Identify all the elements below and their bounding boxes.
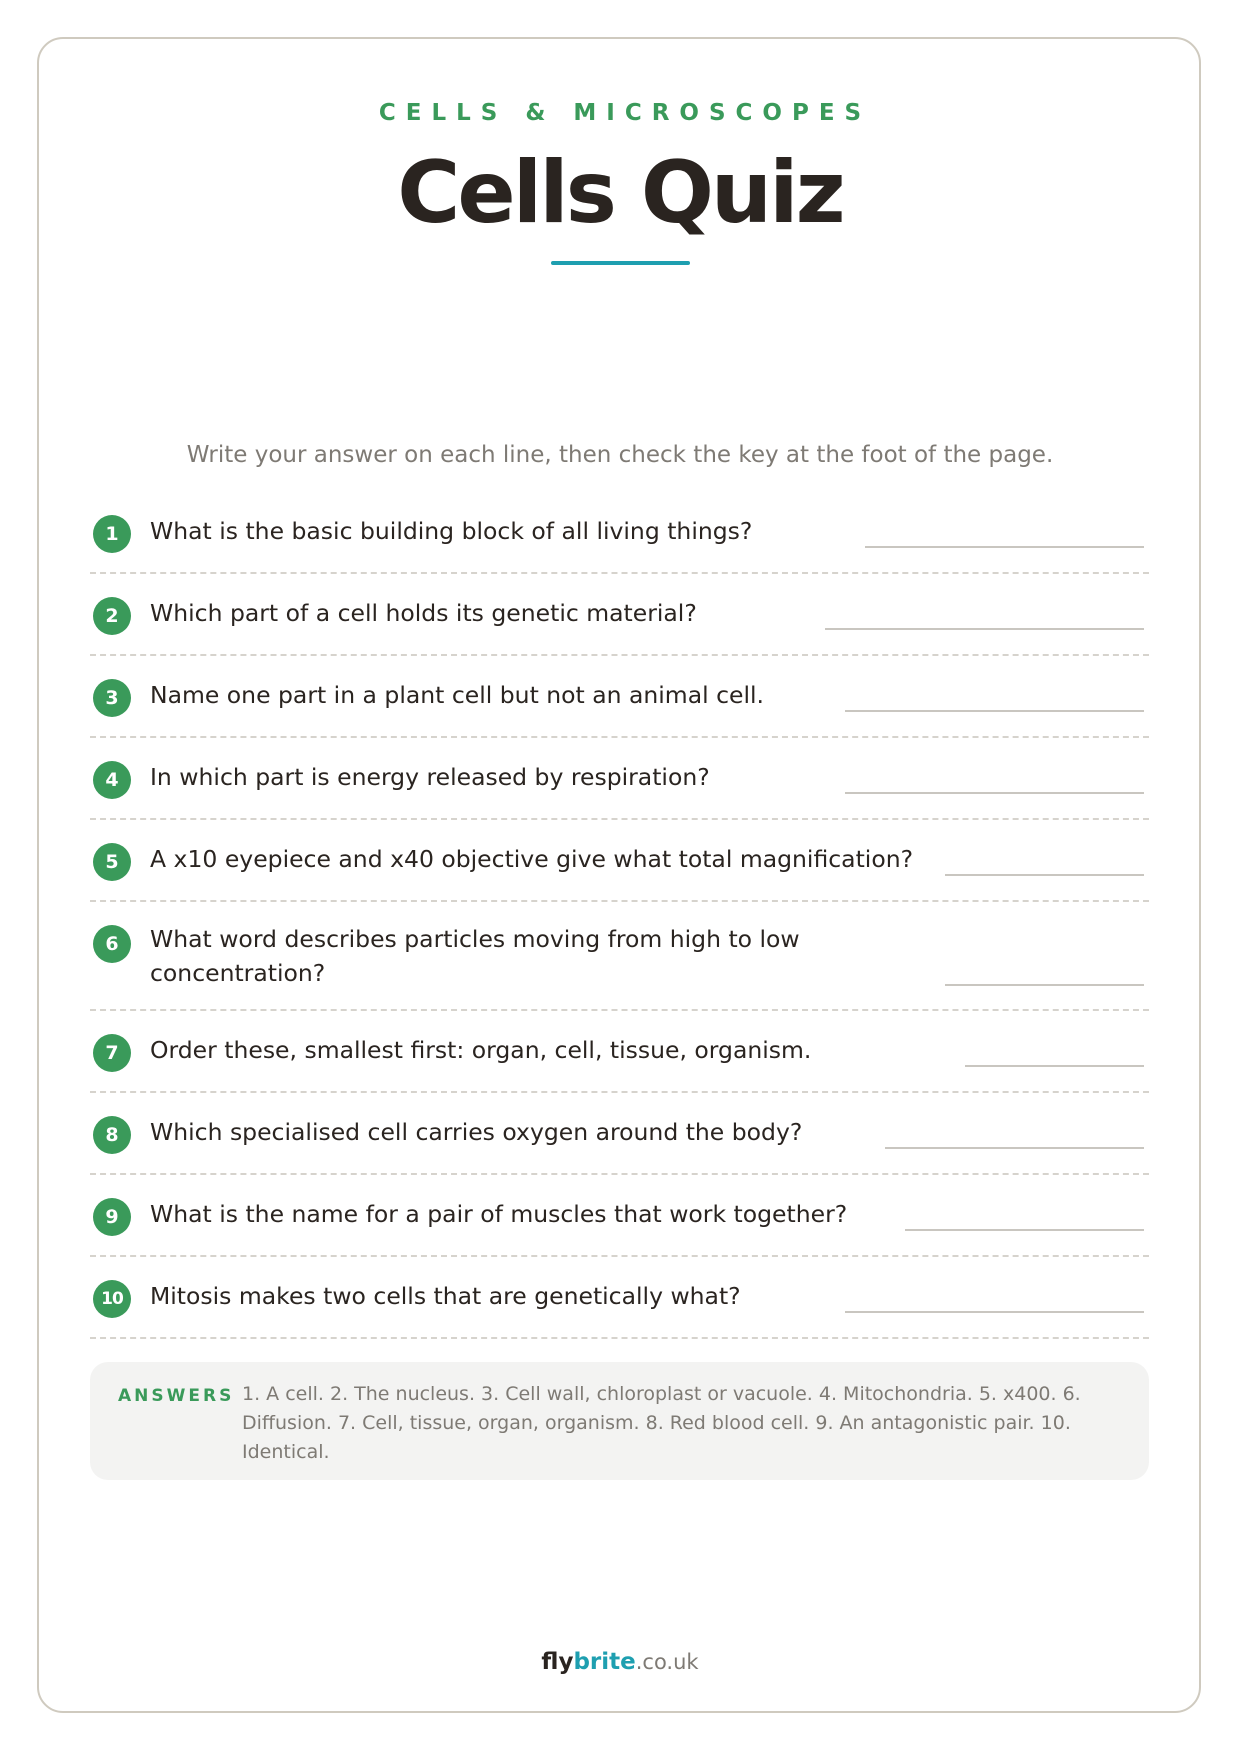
brand-name-brite: brite xyxy=(573,1649,636,1675)
answer-key-label: ANSWERS xyxy=(118,1386,235,1406)
question-number-badge: 4 xyxy=(93,761,131,799)
question-row-4 xyxy=(90,738,1149,820)
question-text: Order these, smallest first: organ, cell, tissue, organism. xyxy=(150,1036,812,1064)
brand-domain: .co.uk xyxy=(635,1650,699,1674)
question-text: Mitosis makes two cells that are genetically what? xyxy=(150,1282,741,1310)
question-row-2 xyxy=(90,574,1149,656)
instructions: Write your answer on each line, then check the key at the foot of the page. xyxy=(186,442,1054,468)
question-number-badge: 10 xyxy=(93,1280,131,1318)
answer-line[interactable] xyxy=(965,1065,1144,1067)
answer-line[interactable] xyxy=(845,710,1144,712)
question-number-badge: 8 xyxy=(93,1116,131,1154)
question-row-5 xyxy=(90,820,1149,902)
answer-line[interactable] xyxy=(865,546,1144,548)
title-underline xyxy=(551,261,690,265)
question-row-8 xyxy=(90,1093,1149,1175)
question-text: In which part is energy released by respiration? xyxy=(150,763,710,791)
question-row-1 xyxy=(90,492,1149,574)
question-text: Which specialised cell carries oxygen around the body? xyxy=(150,1118,803,1146)
question-row-7 xyxy=(90,1011,1149,1093)
topic-kicker: CELLS & MICROSCOPES xyxy=(378,100,872,126)
answer-line[interactable] xyxy=(945,874,1144,876)
question-number-badge: 7 xyxy=(93,1034,131,1072)
question-number-badge: 3 xyxy=(93,679,131,717)
answer-line[interactable] xyxy=(825,628,1144,630)
question-number-badge: 2 xyxy=(93,597,131,635)
answer-line[interactable] xyxy=(945,984,1144,986)
question-text: A x10 eyepiece and x40 objective give what total magnification? xyxy=(150,845,914,873)
question-row-10 xyxy=(90,1257,1149,1339)
answer-line[interactable] xyxy=(905,1229,1144,1231)
answer-key-box xyxy=(90,1362,1149,1480)
question-text: What is the basic building block of all living things? xyxy=(150,517,753,545)
footer-brand[interactable] xyxy=(0,1649,1240,1675)
brand-name-fly: fly xyxy=(541,1649,574,1675)
question-row-9 xyxy=(90,1175,1149,1257)
question-text: What word describes particles moving from high to low concentration? xyxy=(150,925,800,987)
page-title: Cells Quiz xyxy=(397,143,843,243)
answer-line[interactable] xyxy=(845,792,1144,794)
question-row-3 xyxy=(90,656,1149,738)
question-text: What is the name for a pair of muscles that work together? xyxy=(150,1200,848,1228)
question-text: Which part of a cell holds its genetic material? xyxy=(150,599,697,627)
question-number-badge: 1 xyxy=(93,515,131,553)
question-text: Name one part in a plant cell but not an animal cell. xyxy=(150,681,764,709)
question-row-6 xyxy=(90,902,1149,1011)
answer-line[interactable] xyxy=(845,1311,1144,1313)
question-list xyxy=(90,492,1149,1339)
question-number-badge: 6 xyxy=(93,925,131,963)
question-number-badge: 5 xyxy=(93,843,131,881)
question-number-badge: 9 xyxy=(93,1198,131,1236)
answer-key-text: 1. A cell. 2. The nucleus. 3. Cell wall, chloroplast or vacuole. 4. Mitochondria. 5. x400. 6. Diffusion. 7. Cell, tissue, organ, organism. 8. Red blood cell. 9. An antagonistic pair. 10. Identical. xyxy=(242,1383,1081,1463)
answer-line[interactable] xyxy=(885,1147,1144,1149)
